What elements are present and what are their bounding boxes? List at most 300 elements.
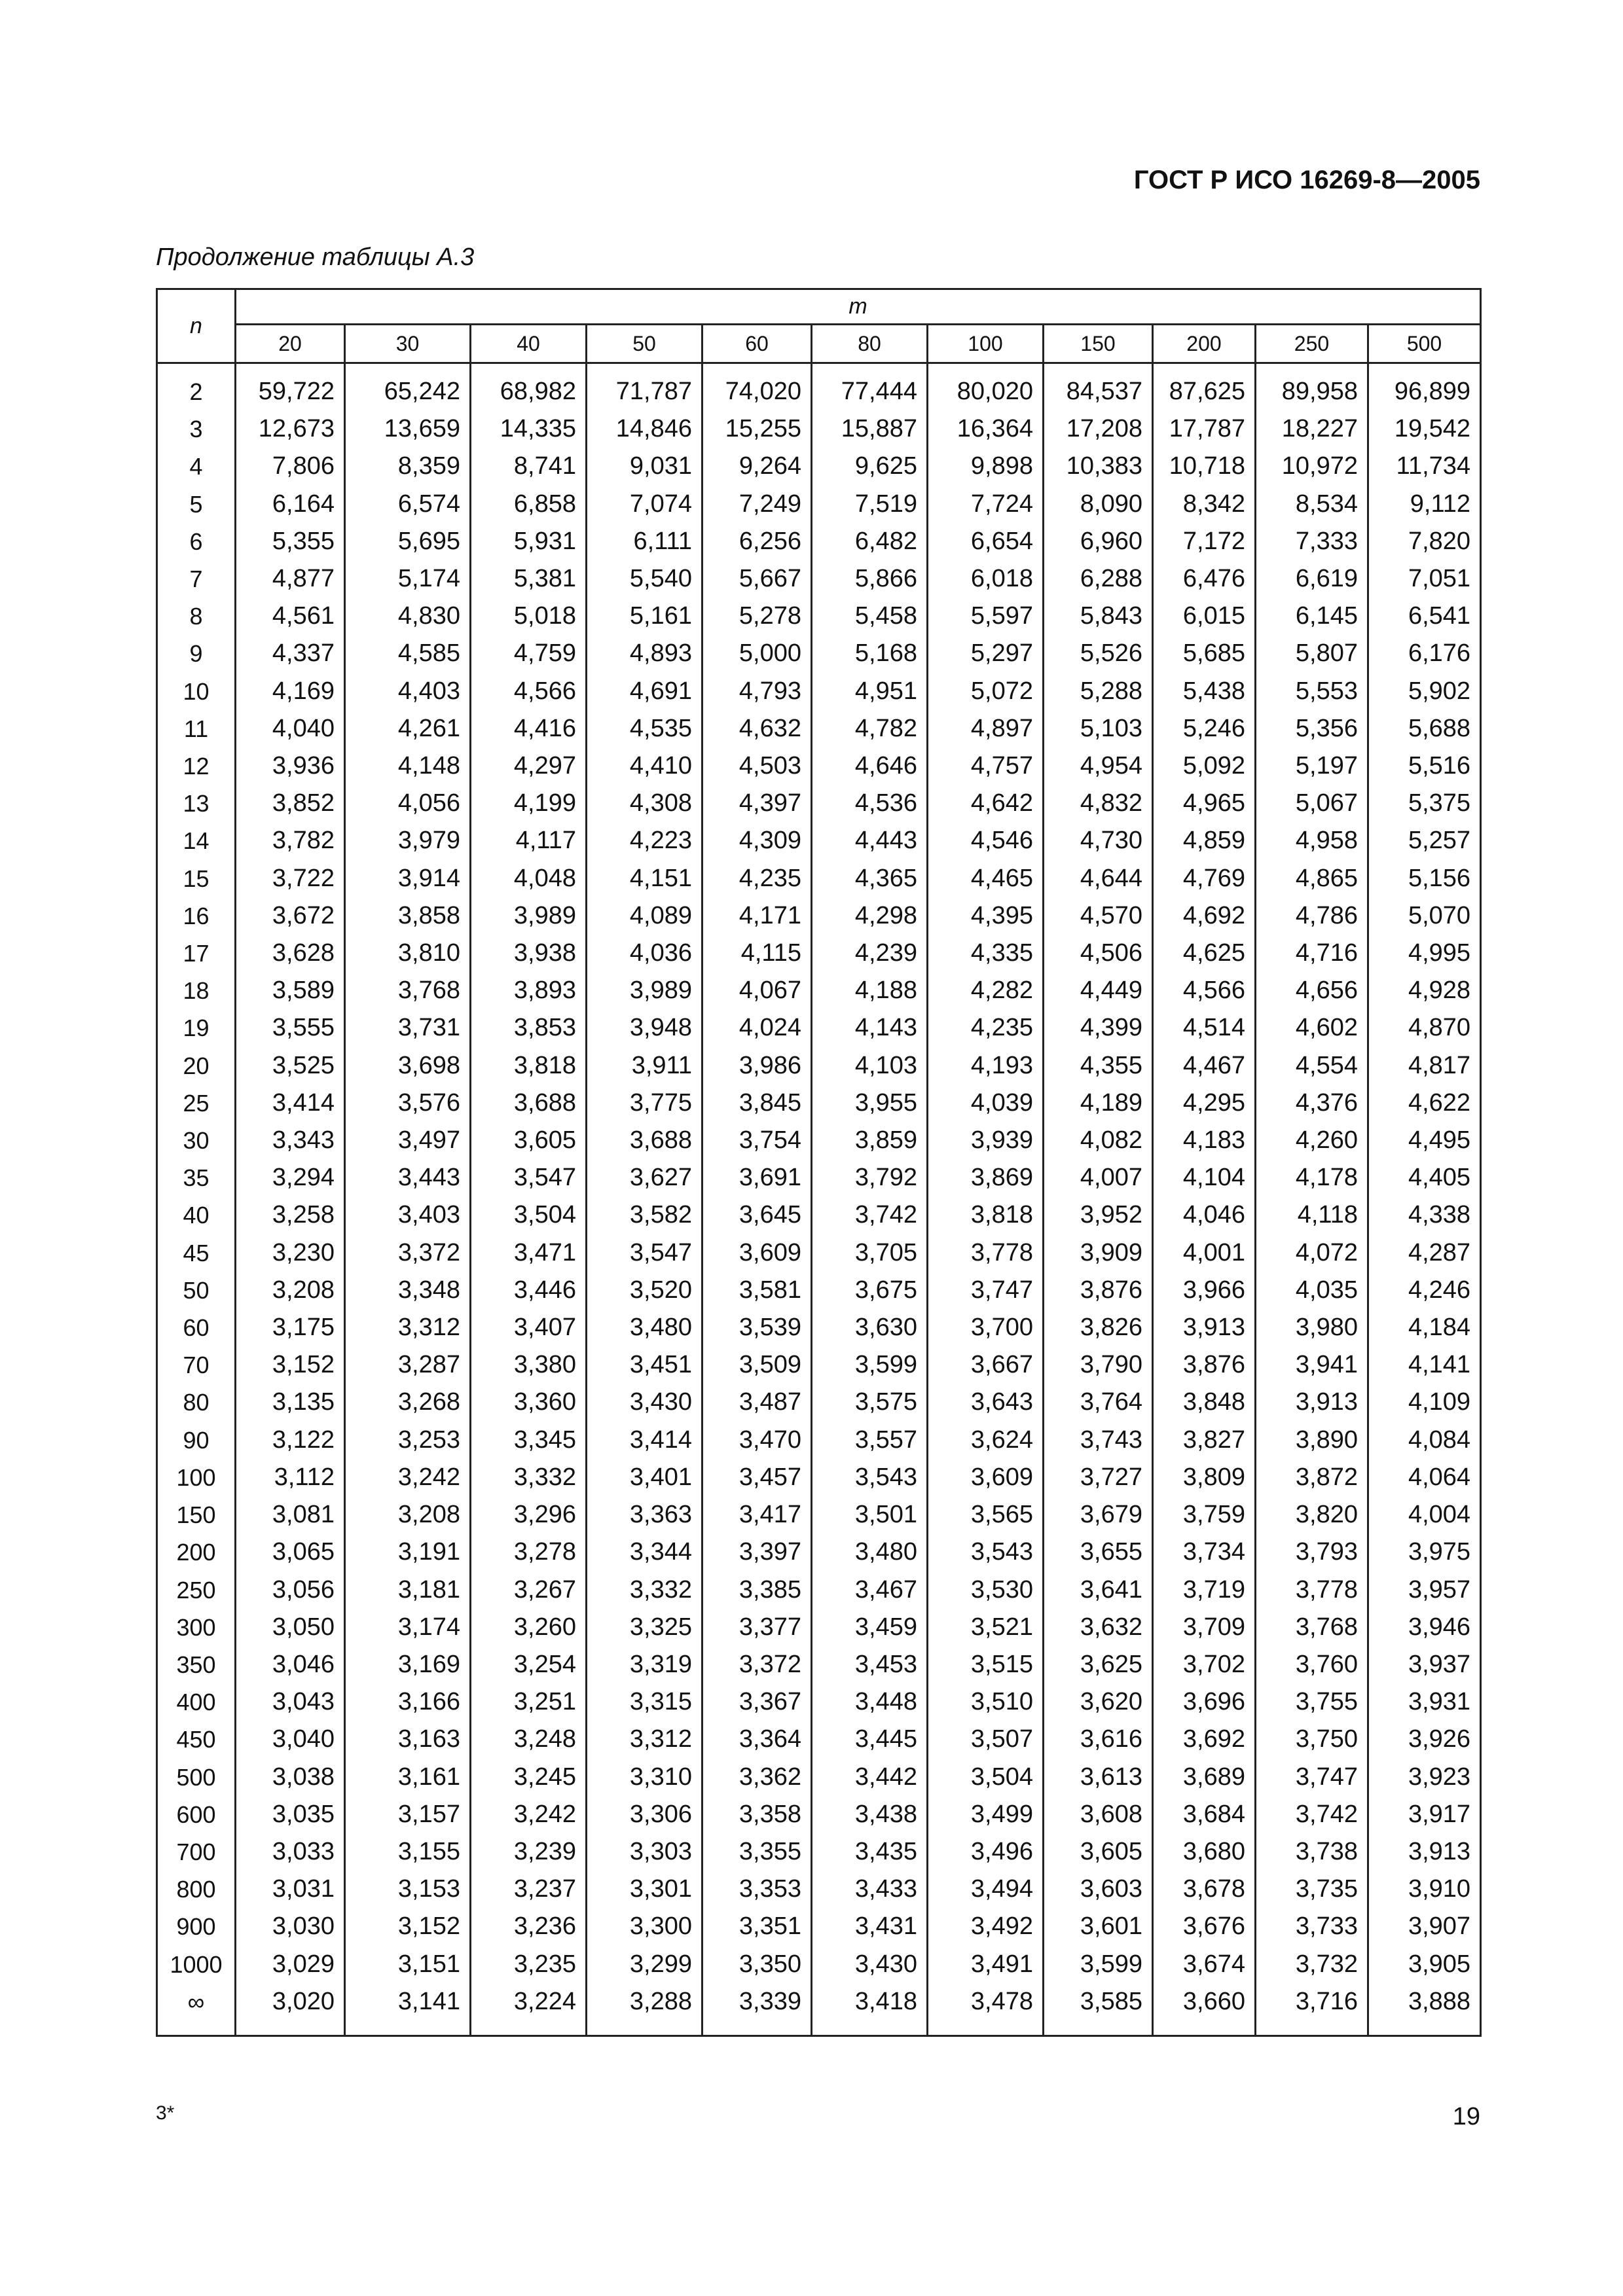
- value-cell: 5,168: [812, 635, 928, 672]
- value-cell: 4,793: [702, 673, 812, 710]
- value-cell: 3,782: [236, 822, 345, 859]
- value-cell: 3,966: [1153, 1272, 1256, 1309]
- value-cell: 4,084: [1368, 1422, 1481, 1459]
- value-cell: 4,193: [928, 1047, 1044, 1085]
- value-cell: 4,235: [702, 860, 812, 897]
- value-cell: 4,958: [1256, 822, 1368, 859]
- value-cell: 12,673: [236, 410, 345, 448]
- value-cell: 3,433: [812, 1871, 928, 1908]
- value-cell: 7,172: [1153, 523, 1256, 560]
- value-cell: 4,046: [1153, 1196, 1256, 1234]
- row-n-cell: 11: [157, 710, 236, 747]
- value-cell: 3,931: [1368, 1683, 1481, 1721]
- row-n-cell: 4: [157, 448, 236, 485]
- value-cell: 3,632: [1044, 1609, 1153, 1646]
- value-cell: 3,684: [1153, 1796, 1256, 1833]
- value-cell: 3,166: [345, 1683, 471, 1721]
- value-cell: 3,380: [471, 1346, 587, 1384]
- row-n-cell: ∞: [157, 1983, 236, 2036]
- value-cell: 7,249: [702, 486, 812, 523]
- value-cell: 3,310: [587, 1759, 702, 1796]
- value-cell: 3,913: [1368, 1833, 1481, 1871]
- value-cell: 4,536: [812, 785, 928, 822]
- value-cell: 3,253: [345, 1422, 471, 1459]
- value-cell: 4,089: [587, 897, 702, 935]
- value-cell: 4,449: [1044, 972, 1153, 1009]
- value-cell: 6,164: [236, 486, 345, 523]
- value-cell: 3,980: [1256, 1309, 1368, 1346]
- value-cell: 5,356: [1256, 710, 1368, 747]
- value-cell: 3,605: [1044, 1833, 1153, 1871]
- value-cell: 87,625: [1153, 363, 1256, 411]
- value-cell: 4,064: [1368, 1459, 1481, 1496]
- value-cell: 3,254: [471, 1646, 587, 1683]
- value-cell: 3,952: [1044, 1196, 1153, 1234]
- value-cell: 3,236: [471, 1908, 587, 1945]
- value-cell: 3,754: [702, 1122, 812, 1159]
- value-cell: 3,645: [702, 1196, 812, 1234]
- value-cell: 3,792: [812, 1159, 928, 1196]
- value-cell: 4,467: [1153, 1047, 1256, 1085]
- value-cell: 3,679: [1044, 1496, 1153, 1534]
- value-cell: 3,040: [236, 1721, 345, 1758]
- value-cell: 4,859: [1153, 822, 1256, 859]
- value-cell: 5,381: [471, 560, 587, 598]
- value-cell: 3,547: [587, 1234, 702, 1272]
- value-cell: 6,111: [587, 523, 702, 560]
- value-cell: 3,605: [471, 1122, 587, 1159]
- value-cell: 3,385: [702, 1571, 812, 1609]
- table-caption: Продолжение таблицы А.3: [156, 243, 475, 271]
- value-cell: 4,642: [928, 785, 1044, 822]
- row-n-cell: 17: [157, 935, 236, 972]
- value-cell: 5,297: [928, 635, 1044, 672]
- value-cell: 4,506: [1044, 935, 1153, 972]
- table-row: [157, 1496, 1481, 1534]
- value-cell: 3,135: [236, 1384, 345, 1421]
- value-cell: 10,383: [1044, 448, 1153, 485]
- value-cell: 6,574: [345, 486, 471, 523]
- row-n-cell: 400: [157, 1683, 236, 1721]
- value-cell: 3,675: [812, 1272, 928, 1309]
- value-cell: 4,951: [812, 673, 928, 710]
- standard-designation: ГОСТ Р ИСО 16269-8—2005: [1133, 166, 1480, 194]
- value-cell: 4,039: [928, 1085, 1044, 1122]
- value-cell: 3,242: [471, 1796, 587, 1833]
- value-cell: 17,787: [1153, 410, 1256, 448]
- value-cell: 4,656: [1256, 972, 1368, 1009]
- value-cell: 3,768: [345, 972, 471, 1009]
- value-cell: 3,955: [812, 1085, 928, 1122]
- value-cell: 9,898: [928, 448, 1044, 485]
- value-cell: 4,308: [587, 785, 702, 822]
- value-cell: 5,156: [1368, 860, 1481, 897]
- value-cell: 4,561: [236, 598, 345, 635]
- value-cell: 3,876: [1044, 1272, 1153, 1309]
- value-cell: 3,372: [702, 1646, 812, 1683]
- row-n-cell: 45: [157, 1234, 236, 1272]
- value-cell: 3,496: [928, 1833, 1044, 1871]
- row-n-cell: 30: [157, 1122, 236, 1159]
- value-cell: 5,018: [471, 598, 587, 635]
- value-cell: 4,072: [1256, 1234, 1368, 1272]
- value-cell: 3,038: [236, 1759, 345, 1796]
- value-cell: 3,810: [345, 935, 471, 972]
- row-n-cell: 19: [157, 1009, 236, 1047]
- value-cell: 3,521: [928, 1609, 1044, 1646]
- row-n-cell: 14: [157, 822, 236, 859]
- value-cell: 3,050: [236, 1609, 345, 1646]
- value-cell: 3,738: [1256, 1833, 1368, 1871]
- value-cell: 3,581: [702, 1272, 812, 1309]
- row-n-cell: 350: [157, 1646, 236, 1683]
- value-cell: 4,399: [1044, 1009, 1153, 1047]
- value-cell: 3,208: [345, 1496, 471, 1534]
- value-cell: 4,570: [1044, 897, 1153, 935]
- value-cell: 3,599: [812, 1346, 928, 1384]
- value-cell: 9,031: [587, 448, 702, 485]
- value-cell: 3,845: [702, 1085, 812, 1122]
- value-cell: 3,471: [471, 1234, 587, 1272]
- row-n-cell: 15: [157, 860, 236, 897]
- row-n-cell: 50: [157, 1272, 236, 1309]
- value-cell: 3,258: [236, 1196, 345, 1234]
- table-row: [157, 1459, 1481, 1496]
- value-cell: 3,601: [1044, 1908, 1153, 1945]
- value-cell: 3,700: [928, 1309, 1044, 1346]
- table-row: [157, 1796, 1481, 1833]
- value-cell: 3,609: [928, 1459, 1044, 1496]
- value-cell: 7,519: [812, 486, 928, 523]
- value-cell: 3,852: [236, 785, 345, 822]
- value-cell: 6,619: [1256, 560, 1368, 598]
- value-cell: 3,735: [1256, 1871, 1368, 1908]
- value-cell: 4,188: [812, 972, 928, 1009]
- table-row: [157, 363, 1481, 411]
- value-cell: 5,685: [1153, 635, 1256, 672]
- value-cell: 3,141: [345, 1983, 471, 2036]
- value-cell: 4,625: [1153, 935, 1256, 972]
- value-cell: 3,575: [812, 1384, 928, 1421]
- value-cell: 4,554: [1256, 1047, 1368, 1085]
- value-cell: 4,115: [702, 935, 812, 972]
- row-n-cell: 700: [157, 1833, 236, 1871]
- value-cell: 3,678: [1153, 1871, 1256, 1908]
- value-cell: 3,065: [236, 1534, 345, 1571]
- value-cell: 4,403: [345, 673, 471, 710]
- value-cell: 3,470: [702, 1422, 812, 1459]
- value-cell: 4,355: [1044, 1047, 1153, 1085]
- value-cell: 3,672: [236, 897, 345, 935]
- value-cell: 3,555: [236, 1009, 345, 1047]
- value-cell: 3,755: [1256, 1683, 1368, 1721]
- value-cell: 3,278: [471, 1534, 587, 1571]
- table-row: [157, 1833, 1481, 1871]
- value-cell: 4,503: [702, 747, 812, 785]
- value-cell: 3,288: [587, 1983, 702, 2036]
- value-cell: 4,199: [471, 785, 587, 822]
- value-cell: 3,818: [471, 1047, 587, 1085]
- value-cell: 4,261: [345, 710, 471, 747]
- value-cell: 3,151: [345, 1946, 471, 1983]
- value-cell: 3,230: [236, 1234, 345, 1272]
- value-cell: 3,667: [928, 1346, 1044, 1384]
- value-cell: 3,161: [345, 1759, 471, 1796]
- value-cell: 3,680: [1153, 1833, 1256, 1871]
- table-row: [157, 935, 1481, 972]
- row-n-cell: 2: [157, 363, 236, 411]
- row-n-cell: 18: [157, 972, 236, 1009]
- value-cell: 3,734: [1153, 1534, 1256, 1571]
- value-cell: 3,480: [587, 1309, 702, 1346]
- value-cell: 3,306: [587, 1796, 702, 1833]
- value-cell: 15,255: [702, 410, 812, 448]
- value-cell: 3,869: [928, 1159, 1044, 1196]
- value-cell: 3,445: [812, 1721, 928, 1758]
- row-n-cell: 16: [157, 897, 236, 935]
- table-row: [157, 1534, 1481, 1571]
- value-cell: 7,820: [1368, 523, 1481, 560]
- row-n-cell: 450: [157, 1721, 236, 1758]
- value-cell: 3,414: [587, 1422, 702, 1459]
- value-cell: 4,297: [471, 747, 587, 785]
- value-cell: 59,722: [236, 363, 345, 411]
- value-cell: 4,151: [587, 860, 702, 897]
- value-cell: 4,535: [587, 710, 702, 747]
- value-cell: 3,325: [587, 1609, 702, 1646]
- value-cell: 4,410: [587, 747, 702, 785]
- value-cell: 3,641: [1044, 1571, 1153, 1609]
- value-cell: 3,301: [587, 1871, 702, 1908]
- value-cell: 3,031: [236, 1871, 345, 1908]
- table-row: [157, 1983, 1481, 2036]
- value-cell: 19,542: [1368, 410, 1481, 448]
- value-cell: 3,742: [812, 1196, 928, 1234]
- value-cell: 4,117: [471, 822, 587, 859]
- value-cell: 3,267: [471, 1571, 587, 1609]
- value-cell: 3,957: [1368, 1571, 1481, 1609]
- value-cell: 3,237: [471, 1871, 587, 1908]
- value-cell: 3,435: [812, 1833, 928, 1871]
- row-n-cell: 20: [157, 1047, 236, 1085]
- value-cell: 4,338: [1368, 1196, 1481, 1234]
- value-cell: 3,643: [928, 1384, 1044, 1421]
- value-cell: 8,359: [345, 448, 471, 485]
- value-cell: 3,442: [812, 1759, 928, 1796]
- table-row: [157, 972, 1481, 1009]
- value-cell: 6,858: [471, 486, 587, 523]
- value-cell: 6,482: [812, 523, 928, 560]
- value-cell: 3,507: [928, 1721, 1044, 1758]
- value-cell: 4,040: [236, 710, 345, 747]
- value-cell: 5,375: [1368, 785, 1481, 822]
- value-cell: 3,826: [1044, 1309, 1153, 1346]
- value-cell: 4,405: [1368, 1159, 1481, 1196]
- value-cell: 3,702: [1153, 1646, 1256, 1683]
- value-cell: 3,630: [812, 1309, 928, 1346]
- value-cell: 5,667: [702, 560, 812, 598]
- value-cell: 8,342: [1153, 486, 1256, 523]
- value-cell: 4,082: [1044, 1122, 1153, 1159]
- value-cell: 3,155: [345, 1833, 471, 1871]
- table-row: [157, 635, 1481, 672]
- value-cell: 3,029: [236, 1946, 345, 1983]
- value-cell: 3,655: [1044, 1534, 1153, 1571]
- table-row: [157, 486, 1481, 523]
- value-cell: 3,733: [1256, 1908, 1368, 1945]
- value-cell: 3,937: [1368, 1646, 1481, 1683]
- value-cell: 4,282: [928, 972, 1044, 1009]
- value-cell: 3,248: [471, 1721, 587, 1758]
- value-cell: 3,688: [471, 1085, 587, 1122]
- value-cell: 4,416: [471, 710, 587, 747]
- value-cell: 6,018: [928, 560, 1044, 598]
- value-cell: 4,001: [1153, 1234, 1256, 1272]
- value-cell: 4,691: [587, 673, 702, 710]
- value-cell: 3,624: [928, 1422, 1044, 1459]
- value-cell: 15,887: [812, 410, 928, 448]
- value-cell: 3,358: [702, 1796, 812, 1833]
- value-cell: 3,660: [1153, 1983, 1256, 2036]
- value-cell: 3,497: [345, 1122, 471, 1159]
- value-cell: 3,620: [1044, 1683, 1153, 1721]
- value-cell: 3,543: [928, 1534, 1044, 1571]
- value-cell: 4,143: [812, 1009, 928, 1047]
- value-cell: 3,557: [812, 1422, 928, 1459]
- value-cell: 3,081: [236, 1496, 345, 1534]
- value-cell: 4,067: [702, 972, 812, 1009]
- value-cell: 4,716: [1256, 935, 1368, 972]
- value-cell: 3,705: [812, 1234, 928, 1272]
- value-cell: 4,632: [702, 710, 812, 747]
- value-cell: 5,458: [812, 598, 928, 635]
- value-cell: 3,910: [1368, 1871, 1481, 1908]
- value-cell: 4,295: [1153, 1085, 1256, 1122]
- value-cell: 5,526: [1044, 635, 1153, 672]
- table-row: [157, 1683, 1481, 1721]
- table-row: [157, 673, 1481, 710]
- value-cell: 4,104: [1153, 1159, 1256, 1196]
- column-header: 250: [1256, 325, 1368, 363]
- value-cell: 3,364: [702, 1721, 812, 1758]
- value-cell: 3,157: [345, 1796, 471, 1833]
- value-cell: 3,438: [812, 1796, 928, 1833]
- value-cell: 3,020: [236, 1983, 345, 2036]
- value-cell: 4,183: [1153, 1122, 1256, 1159]
- value-cell: 3,360: [471, 1384, 587, 1421]
- value-cell: 3,888: [1368, 1983, 1481, 2036]
- value-cell: 4,246: [1368, 1272, 1481, 1309]
- value-cell: 3,487: [702, 1384, 812, 1421]
- value-cell: 3,431: [812, 1908, 928, 1945]
- value-cell: 3,343: [236, 1122, 345, 1159]
- value-cell: 7,333: [1256, 523, 1368, 560]
- value-cell: 4,830: [345, 598, 471, 635]
- value-cell: 4,566: [471, 673, 587, 710]
- value-cell: 3,923: [1368, 1759, 1481, 1796]
- value-cell: 10,972: [1256, 448, 1368, 485]
- value-cell: 6,476: [1153, 560, 1256, 598]
- value-cell: 5,103: [1044, 710, 1153, 747]
- value-cell: 3,417: [702, 1496, 812, 1534]
- column-variable-header: m: [236, 289, 1481, 325]
- column-header: 500: [1368, 325, 1481, 363]
- value-cell: 3,938: [471, 935, 587, 972]
- table-row: [157, 410, 1481, 448]
- value-cell: 3,372: [345, 1234, 471, 1272]
- value-cell: 3,239: [471, 1833, 587, 1871]
- value-cell: 4,239: [812, 935, 928, 972]
- value-cell: 3,312: [345, 1309, 471, 1346]
- value-cell: 3,858: [345, 897, 471, 935]
- value-cell: 4,566: [1153, 972, 1256, 1009]
- row-n-cell: 40: [157, 1196, 236, 1234]
- value-cell: 3,872: [1256, 1459, 1368, 1496]
- value-cell: 3,689: [1153, 1759, 1256, 1796]
- value-cell: 5,092: [1153, 747, 1256, 785]
- value-cell: 3,351: [702, 1908, 812, 1945]
- value-cell: 4,870: [1368, 1009, 1481, 1047]
- value-cell: 4,644: [1044, 860, 1153, 897]
- table-row: [157, 1272, 1481, 1309]
- value-cell: 3,509: [702, 1346, 812, 1384]
- value-cell: 4,103: [812, 1047, 928, 1085]
- value-cell: 3,975: [1368, 1534, 1481, 1571]
- value-cell: 6,654: [928, 523, 1044, 560]
- value-cell: 4,965: [1153, 785, 1256, 822]
- value-cell: 3,448: [812, 1683, 928, 1721]
- value-cell: 80,020: [928, 363, 1044, 411]
- value-cell: 3,719: [1153, 1571, 1256, 1609]
- value-cell: 7,724: [928, 486, 1044, 523]
- column-header: 100: [928, 325, 1044, 363]
- value-cell: 18,227: [1256, 410, 1368, 448]
- table-row: [157, 598, 1481, 635]
- value-cell: 4,024: [702, 1009, 812, 1047]
- value-cell: 7,051: [1368, 560, 1481, 598]
- table-row: [157, 1946, 1481, 1983]
- value-cell: 3,616: [1044, 1721, 1153, 1758]
- value-cell: 9,112: [1368, 486, 1481, 523]
- value-cell: 3,827: [1153, 1422, 1256, 1459]
- table-row: [157, 1122, 1481, 1159]
- value-cell: 3,499: [928, 1796, 1044, 1833]
- value-cell: 3,353: [702, 1871, 812, 1908]
- value-cell: 3,525: [236, 1047, 345, 1085]
- critical-values-table: [156, 288, 1482, 2037]
- value-cell: 3,501: [812, 1496, 928, 1534]
- value-cell: 3,747: [1256, 1759, 1368, 1796]
- row-n-cell: 8: [157, 598, 236, 635]
- value-cell: 4,865: [1256, 860, 1368, 897]
- value-cell: 14,335: [471, 410, 587, 448]
- table-body: [157, 363, 1481, 2036]
- value-cell: 3,504: [928, 1759, 1044, 1796]
- value-cell: 4,048: [471, 860, 587, 897]
- value-cell: 3,504: [471, 1196, 587, 1234]
- value-cell: 3,510: [928, 1683, 1044, 1721]
- value-cell: 3,030: [236, 1908, 345, 1945]
- value-cell: 4,004: [1368, 1496, 1481, 1534]
- value-cell: 3,731: [345, 1009, 471, 1047]
- table-row: [157, 1384, 1481, 1421]
- value-cell: 3,608: [1044, 1796, 1153, 1833]
- row-n-cell: 13: [157, 785, 236, 822]
- value-cell: 4,782: [812, 710, 928, 747]
- value-cell: 3,315: [587, 1683, 702, 1721]
- value-cell: 5,438: [1153, 673, 1256, 710]
- value-cell: 3,539: [702, 1309, 812, 1346]
